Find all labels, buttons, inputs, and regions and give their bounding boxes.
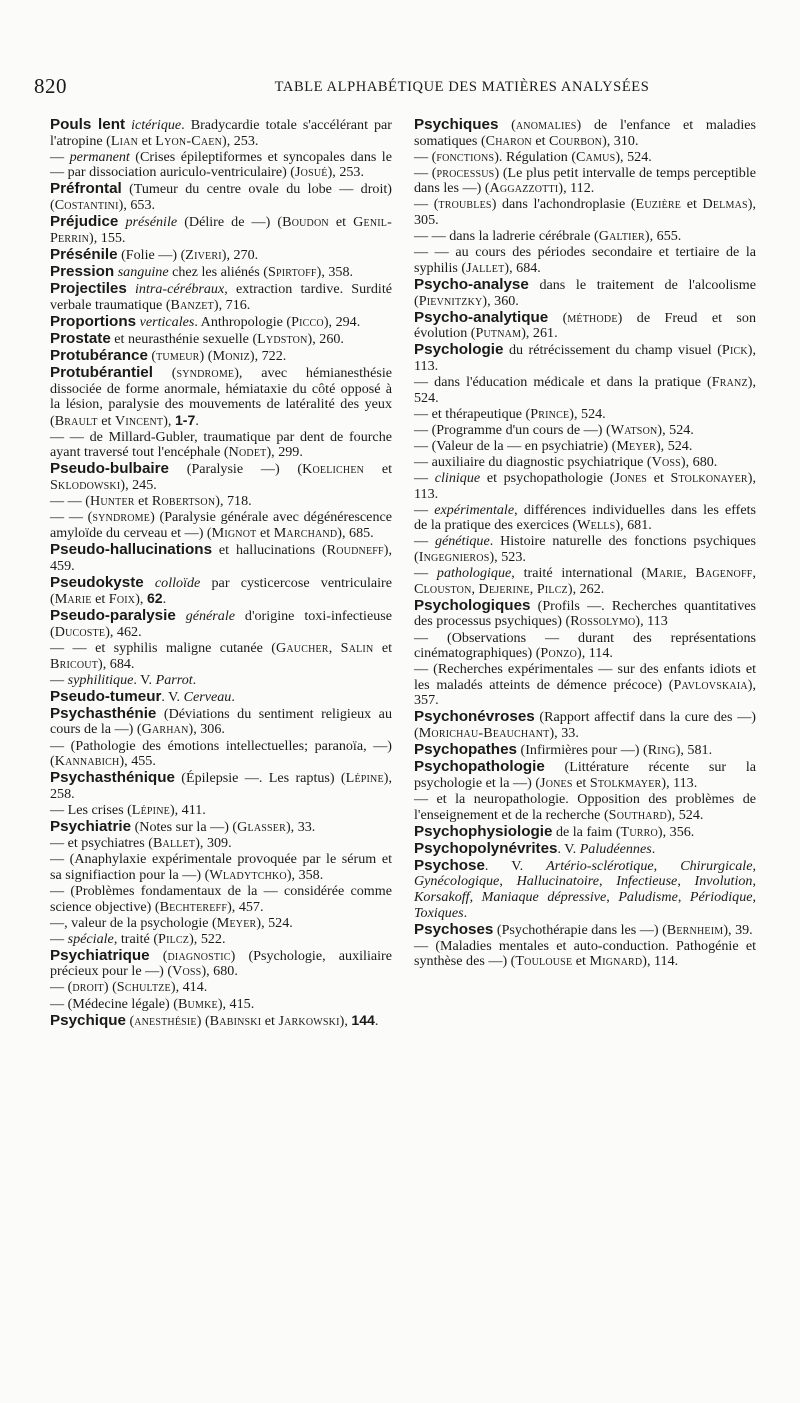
index-entry: Psycho-analyse dans le traitement de l'alcoolisme (Pievnitzky), 360. <box>414 275 756 309</box>
index-column-right <box>414 117 756 970</box>
index-entry: Psychose. V. Artério-sclérotique, Chirurgicale, Gynécologique, Hallucinatoire, Infectieuse, Involution, Korsakoff, Maniaque dépressive, Paludisme, Périodique, Toxiques. <box>414 856 757 921</box>
index-entry: Psycho-analytique (méthode) de Freud et son évolution (Putnam), 261. <box>414 308 756 342</box>
index-entry: Psychonévroses (Rapport affectif dans la cure des —) (Morichau-Beauchant), 33. <box>414 708 756 742</box>
index-entry: Pseudo-bulbaire (Paralysie —) (Koelichen et Sklodowski), 245. <box>50 460 393 494</box>
index-entry: — — et syphilis maligne cutanée (Gaucher, Salin et Bricout), 684. <box>50 640 393 672</box>
index-entry: Protubérance (tumeur) (Moniz), 722. <box>50 346 287 364</box>
index-entry: Psychopathologie (Littérature récente sur la psychologie et la —) (Jones et Stolkmayer), 113. <box>414 758 756 791</box>
index-entry: Psychique (anesthésie) (Babinski et Jarkowski), 144. <box>50 1011 379 1029</box>
index-entry: — — au cours des périodes secondaire et tertiaire de la syphilis (Jallet), 684. <box>414 244 756 276</box>
index-entry: — clinique et psychopathologie (Jones et Stolkonayer), 113. <box>414 470 756 502</box>
index-entry: — pathologique, traité international (Marie, Bagenoff, Clouston, Dejerine, Pilcz), 262. <box>414 565 756 597</box>
index-entry: — (troubles) dans l'achondroplasie (Euzière et Delmas), 305. <box>414 196 756 229</box>
index-entry: — expérimentale, différences individuelles dans les effets de la pratique des exercices (Wells), 681. <box>414 501 757 534</box>
index-entry: — — (syndrome) (Paralysie générale avec dégénérescence amyloïde du cerveau et —) (Mignot et Marchand), 685. <box>50 509 393 541</box>
index-entry: Psychiques (anomalies) de l'enfance et maladies somatiques (Charon et Courbon), 310. <box>414 116 757 149</box>
index-entry: Prostate et neurasthénie sexuelle (Lydston), 260. <box>50 329 344 347</box>
index-entry: Préjudice présénile (Délire de —) (Boudon et Genil-Perrin), 155. <box>50 213 392 246</box>
index-entry: — et thérapeutique (Prince), 524. <box>414 405 606 422</box>
index-entry: — — (Hunter et Robertson), 718. <box>50 493 252 510</box>
index-entry: — permanent (Crises épileptiformes et syncopales dans le — par dissociation auriculo-ventriculaire) (Josué), 253. <box>50 148 392 181</box>
index-entry: Projectiles intra-cérébraux, extraction tardive. Surdité verbale traumatique (Banzet), 716. <box>50 279 392 313</box>
index-entry: Proportions verticales. Anthropologie (Picco), 294. <box>50 312 361 330</box>
index-entry: — (Médecine légale) (Bumke), 415. <box>50 995 255 1012</box>
index-entry: Psychophysiologie de la faim (Turro), 356. <box>414 822 695 840</box>
index-entry: Psychasthénie (Déviations du sentiment religieux au cours de la —) (Garhan), 306. <box>50 704 392 738</box>
index-entry: Protubérantiel (syndrome), avec hémianesthésie dissociée de forme anormale, hémiataxie du côté opposé à la lésion, paralysie des mouvements de latéralité des yeux (Brault et Vincent), 1-7. <box>50 363 392 429</box>
index-entry: — (Observations — durant des représentations cinématographiques) (Ponzo), 114. <box>414 629 756 662</box>
index-entry: — (Recherches expérimentales — sur des enfants idiots et les maladés atteints de démence précoce) (Pavlovskaia), 357. <box>414 661 756 709</box>
index-entry: —, valeur de la psychologie (Meyer), 524. <box>50 914 293 931</box>
index-entry: — (Anaphylaxie expérimentale provoquée par le sérum et sa signifiaction pour la —) (Wladytchko), 358. <box>50 851 392 883</box>
index-column-left <box>50 117 392 1030</box>
index-entry: Psychopathes (Infirmières pour —) (Ring), 581. <box>414 741 713 759</box>
index-entry: Psychologie du rétrécissement du champ visuel (Pick), 113. <box>414 341 756 374</box>
index-entry: Pseudokyste colloïde par cysticercose ventriculaire (Marie et Foix), 62. <box>50 573 392 608</box>
index-entry: — syphilitique. V. Parrot. <box>50 671 197 688</box>
index-entry: Présénile (Folie —) (Ziveri), 270. <box>50 245 259 263</box>
index-entry: — Les crises (Lépine), 411. <box>50 801 206 818</box>
index-entry: — (Programme d'un cours de —) (Watson), 524. <box>414 421 694 438</box>
index-entry: — spéciale, traité (Pilcz), 522. <box>50 930 226 947</box>
index-entry: Pouls lent ictérique. Bradycardie totale s'accélérant par l'atropine (Lian et Lyon-Caen), 253. <box>50 116 393 149</box>
index-entry: — génétique. Histoire naturelle des fonctions psychiques (Ingegnieros), 523. <box>414 533 757 566</box>
index-entry: — (Valeur de la — en psychiatrie) (Meyer), 524. <box>414 437 693 454</box>
index-entry: Psychasthénique (Épilepsie —. Les raptus) (Lépine), 258. <box>50 769 392 802</box>
index-entry: — (fonctions). Régulation (Camus), 524. <box>414 148 652 165</box>
index-entry: Pseudo-hallucinations et hallucinations (Roudneff), 459. <box>50 540 392 574</box>
index-entry: Psychopolynévrites. V. Paludéennes. <box>414 839 656 857</box>
index-entry: — et psychiatres (Ballet), 309. <box>50 835 232 852</box>
page-number: 820 <box>34 74 67 98</box>
index-entry: Psychoses (Psychothérapie dans les —) (Bernheim), 39. <box>414 920 753 938</box>
index-entry: Pseudo-tumeur. V. Cerveau. <box>50 687 235 705</box>
index-entry: Psychiatrique (diagnostic) (Psychologie, auxiliaire précieux pour le —) (Voss), 680. <box>50 946 393 980</box>
index-entry: — et la neuropathologie. Opposition des problèmes de l'enseignement et de la recherche (Southard), 524. <box>414 790 756 823</box>
index-entry: — (Problèmes fondamentaux de la — considérée comme science objective) (Bechtereff), 457. <box>50 882 392 915</box>
index-entry: Psychiatrie (Notes sur la —) (Glasser), 33. <box>50 818 316 836</box>
index-entry: Pression sanguine chez les aliénés (Spirtoff), 358. <box>50 262 354 280</box>
index-entry: — auxiliaire du diagnostic psychiatrique (Voss), 680. <box>414 453 718 470</box>
index-entry: — dans l'éducation médicale et dans la pratique (Franz), 524. <box>414 374 756 406</box>
page-header <box>32 74 784 104</box>
index-entry: Préfrontal (Tumeur du centre ovale du lobe — droit) (Costantini), 653. <box>50 180 392 213</box>
running-title: TABLE ALPHABÉTIQUE DES MATIÈRES ANALYSÉES <box>274 79 650 95</box>
index-entry: — (Pathologie des émotions intellectuelles; paranoïa, —) (Kannabich), 455. <box>50 737 392 770</box>
index-entry: Psychologiques (Profils —. Recherches quantitatives des processus psychiques) (Rossolymo), 113 <box>414 596 756 630</box>
index-entry: — (Maladies mentales et auto-conduction. Pathogénie et synthèse des —) (Toulouse et Mignard), 114. <box>414 937 756 970</box>
index-entry: Pseudo-paralysie générale d'origine toxi-infectieuse (Ducoste), 462. <box>50 607 392 640</box>
index-entry: — — de Millard-Gubler, traumatique par dent de fourche ayant traversé tout l'encéphale (Nodet), 299. <box>50 428 392 461</box>
index-entry: — (droit) (Schultze), 414. <box>50 979 208 996</box>
index-entry: — (processus) (Le plus petit intervalle de temps perceptible dans les —) (Aggazzotti), 112. <box>414 164 756 197</box>
index-entry: — — dans la ladrerie cérébrale (Galtier), 655. <box>414 228 682 245</box>
